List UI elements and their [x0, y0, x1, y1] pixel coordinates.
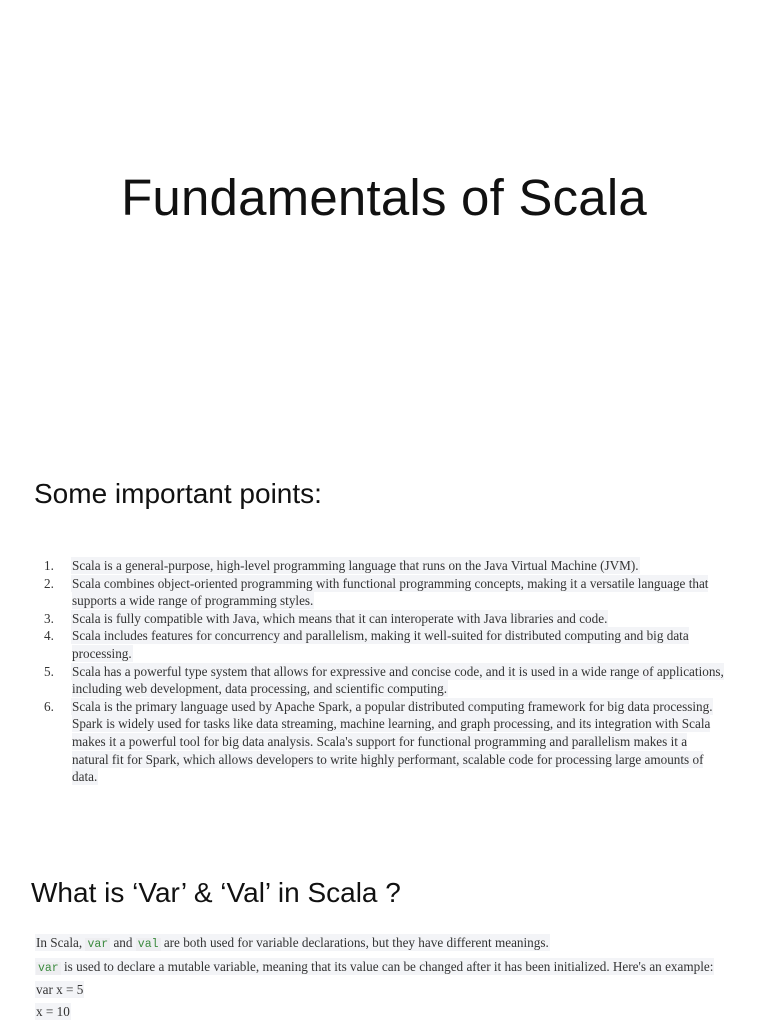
list-item-text: Scala is a general-purpose, high-level programming language that runs on the Java Virtual Machine (JVM). [72, 558, 639, 573]
section-heading-important-points: Some important points: [34, 478, 322, 509]
list-item-number: 1. [44, 558, 54, 573]
intro-text-mid: and [110, 935, 136, 950]
intro-text-before: In Scala, [36, 935, 86, 950]
list-item-text: Scala combines object-oriented programming with functional programming concepts, making it a versatile language that supports a wide range of programming styles. [72, 575, 709, 609]
list-item [36, 575, 726, 610]
code-example-line [36, 1003, 716, 1021]
code-example-text: var x = 5 [36, 982, 84, 998]
list-item-text: Scala is fully compatible with Java, which means that it can interoperate with Java libraries and code. [72, 610, 608, 626]
var-val-explanation [36, 934, 716, 1020]
code-val: val [137, 938, 159, 951]
page-title: Fundamentals of Scala [121, 169, 647, 226]
intro-paragraph [36, 934, 716, 954]
list-item-number: 2. [44, 575, 54, 591]
code-example-line [36, 981, 716, 999]
list-item-text: Scala includes features for concurrency and parallelism, making it well-suited for distributed computing and big data processing. [72, 628, 689, 661]
list-item [36, 698, 726, 786]
list-item-text: Scala is the primary language used by Apache Spark, a popular distributed computing framework for big data processing. Spark is widely used for tasks like data streaming, machine learning, and graph processing, and its integration with Scala makes it a powerful tool for big data analysis. Scala's support for functional programming and parallelism makes it a natural fit for Spark, which allows developers to write highly performant, scalable code for processing large amounts of data. [72, 698, 713, 785]
list-item [36, 627, 726, 662]
code-var: var [87, 938, 109, 951]
list-item-number: 4. [44, 628, 54, 644]
important-points-list [36, 557, 726, 786]
list-item-text: Scala has a powerful type system that allows for expressive and concise code, and it is used in a wide range of applications, including web development, data processing, and scientific computing. [72, 663, 724, 697]
list-item [36, 610, 726, 628]
section-heading-var-val: What is ‘Var’ & ‘Val’ in Scala ? [31, 877, 401, 908]
code-example-text: x = 10 [36, 1003, 70, 1019]
intro-text-after: are both used for variable declarations, but they have different meanings. [160, 935, 549, 950]
list-item [36, 557, 726, 575]
var-description-paragraph [36, 958, 716, 978]
var-description-text: is used to declare a mutable variable, meaning that its value can be changed after it has been initialized. Here's an example: [60, 958, 714, 974]
list-item-number: 5. [44, 663, 54, 679]
list-item-number: 6. [44, 698, 54, 714]
list-item-number: 3. [44, 610, 54, 626]
code-var: var [38, 961, 59, 975]
list-item [36, 663, 726, 698]
